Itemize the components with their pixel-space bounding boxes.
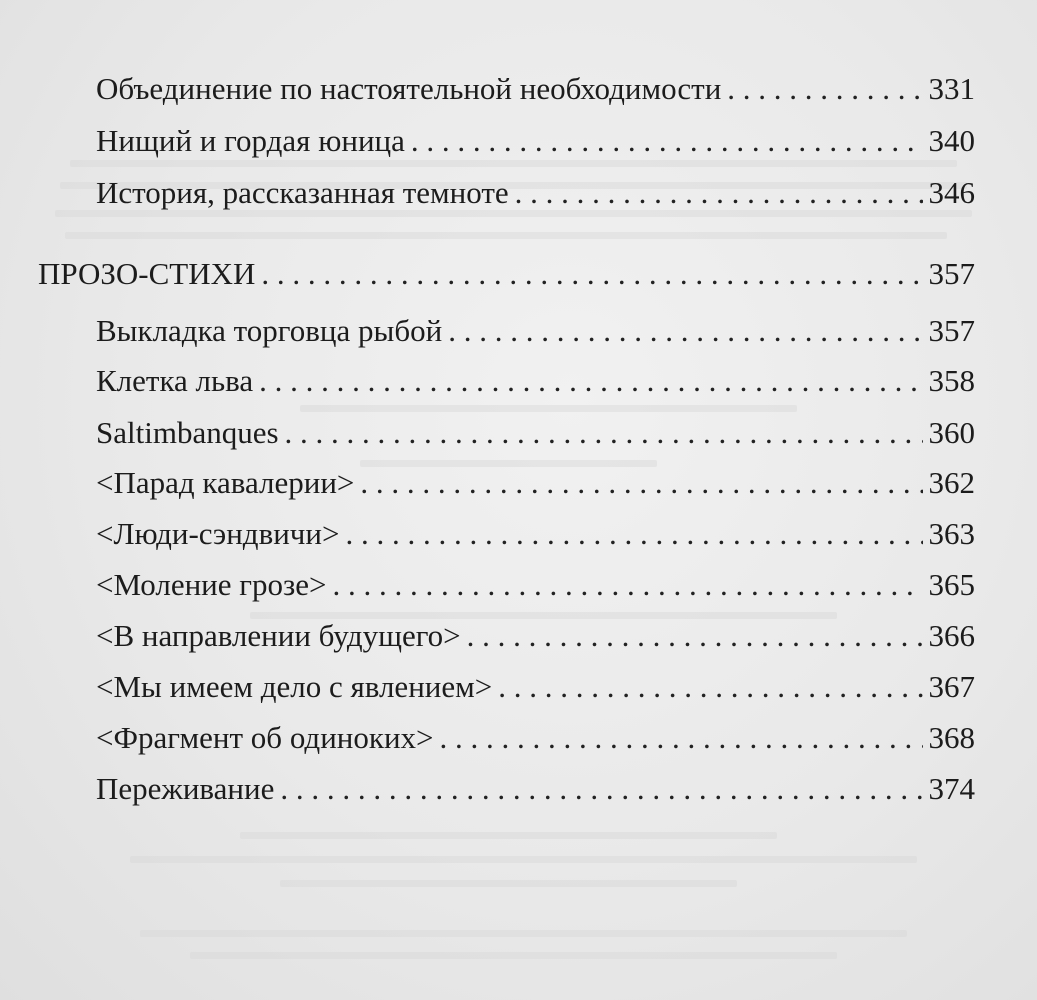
toc-entry bbox=[96, 509, 975, 559]
toc-entry-page-number: 331 bbox=[928, 71, 975, 106]
toc-section-title: ПРОЗО-СТИХИ bbox=[38, 256, 256, 291]
dot-leader bbox=[285, 408, 923, 458]
toc-entry-page-number: 366 bbox=[928, 618, 975, 653]
toc-entry-page-number: 367 bbox=[928, 669, 975, 704]
toc-section-heading bbox=[38, 249, 975, 299]
toc-entry-page-number: 362 bbox=[928, 465, 975, 500]
toc-entry-title: История, рассказанная темноте bbox=[96, 175, 509, 210]
toc-entry bbox=[96, 116, 975, 166]
toc-entry-title: Выкладка торговца рыбой bbox=[96, 313, 443, 348]
toc-entry-title: <Люди-сэндвичи> bbox=[96, 516, 340, 551]
toc-entry-title: <Мы имеем дело с явлением> bbox=[96, 669, 493, 704]
toc-entry-page-number: 346 bbox=[928, 175, 975, 210]
toc-entry-page-number: 374 bbox=[928, 771, 975, 806]
dot-leader bbox=[515, 168, 923, 218]
toc-entry bbox=[96, 713, 975, 763]
dot-leader bbox=[345, 509, 922, 559]
toc-entry-page-number: 360 bbox=[928, 415, 975, 450]
toc-entry-title: Saltimbanques bbox=[96, 415, 279, 450]
toc-entry bbox=[96, 560, 975, 610]
dot-leader bbox=[498, 662, 922, 712]
dot-leader bbox=[727, 64, 922, 114]
dot-leader bbox=[467, 611, 923, 661]
toc-entry-title: <В направлении будущего> bbox=[96, 618, 461, 653]
toc-entry-title: Переживание bbox=[96, 771, 275, 806]
toc-entry-title: <Моление грозе> bbox=[96, 567, 327, 602]
toc-entry-title: Нищий и гордая юница bbox=[96, 123, 405, 158]
dot-leader bbox=[259, 356, 922, 406]
toc-entry-page-number: 368 bbox=[928, 720, 975, 755]
toc-entry bbox=[96, 611, 975, 661]
toc-entry bbox=[96, 458, 975, 508]
toc-entry-page-number: 357 bbox=[928, 256, 975, 291]
toc-entry bbox=[96, 662, 975, 712]
toc-entry-title: Объединение по настоятельной необходимости bbox=[96, 71, 722, 106]
toc-entry-title: <Парад кавалерии> bbox=[96, 465, 355, 500]
toc-entry bbox=[96, 64, 975, 114]
toc-entry-page-number: 357 bbox=[928, 313, 975, 348]
dot-leader bbox=[280, 764, 922, 814]
toc-entry bbox=[96, 408, 975, 458]
dot-leader bbox=[448, 306, 922, 356]
toc-entry-page-number: 365 bbox=[928, 567, 975, 602]
toc-entry-page-number: 358 bbox=[928, 363, 975, 398]
toc-entry bbox=[96, 168, 975, 218]
toc-entry bbox=[96, 764, 975, 814]
dot-leader bbox=[411, 116, 923, 166]
dot-leader bbox=[440, 713, 923, 763]
toc-entry bbox=[96, 356, 975, 406]
toc-entry-title: Клетка льва bbox=[96, 363, 254, 398]
toc-entry-title: <Фрагмент об одиноких> bbox=[96, 720, 434, 755]
toc-entry-page-number: 363 bbox=[928, 516, 975, 551]
toc-entry bbox=[96, 306, 975, 356]
dot-leader bbox=[360, 458, 922, 508]
dot-leader bbox=[261, 249, 922, 299]
toc-entry-page-number: 340 bbox=[928, 123, 975, 158]
dot-leader bbox=[333, 560, 923, 610]
